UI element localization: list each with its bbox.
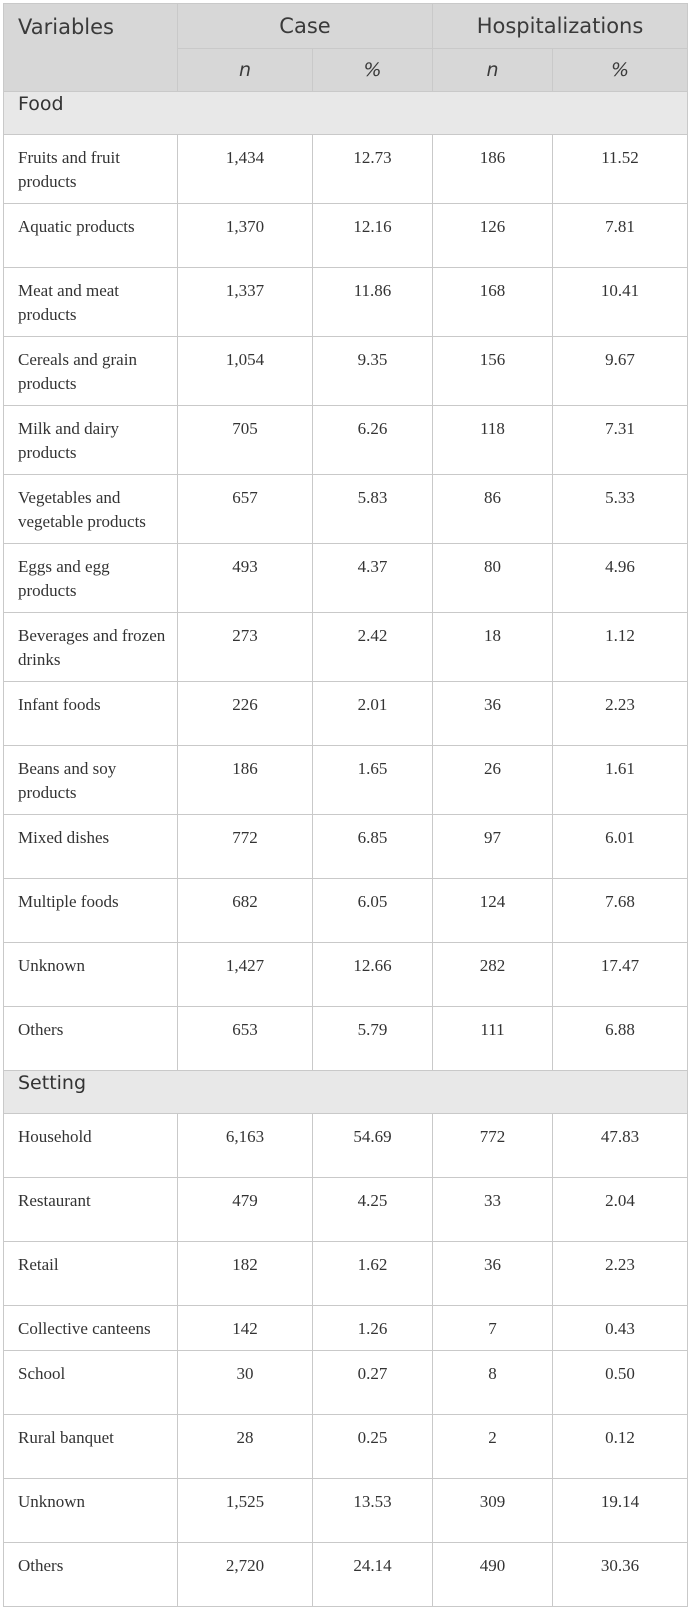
case-n-cell: 1,337: [178, 268, 313, 337]
header-variables: Variables: [4, 4, 178, 92]
section-row-setting: [4, 1071, 688, 1114]
hosp-pct-cell: 19.14: [553, 1479, 688, 1543]
row-label: Others: [4, 1007, 178, 1071]
row-label: School: [4, 1351, 178, 1415]
case-pct-cell: 2.42: [313, 613, 433, 682]
hosp-n-cell: 2: [433, 1415, 553, 1479]
table-row: [4, 268, 688, 337]
row-label: Rural banquet: [4, 1415, 178, 1479]
table-row: [4, 613, 688, 682]
hosp-pct-cell: 7.68: [553, 879, 688, 943]
hosp-n-cell: 7: [433, 1306, 553, 1351]
table-row: [4, 135, 688, 204]
row-label: Beans and soy products: [4, 746, 178, 815]
data-table: [3, 3, 688, 1607]
hosp-n-cell: 80: [433, 544, 553, 613]
row-label: Mixed dishes: [4, 815, 178, 879]
subheader-hosp-pct: %: [553, 49, 688, 92]
row-label: Collective canteens: [4, 1306, 178, 1351]
case-n-cell: 479: [178, 1178, 313, 1242]
case-n-cell: 28: [178, 1415, 313, 1479]
case-n-cell: 1,370: [178, 204, 313, 268]
case-n-cell: 6,163: [178, 1114, 313, 1178]
case-pct-cell: 12.16: [313, 204, 433, 268]
table-row: [4, 879, 688, 943]
table-row: [4, 746, 688, 815]
row-label: Vegetables and vegetable products: [4, 475, 178, 544]
hosp-pct-cell: 10.41: [553, 268, 688, 337]
case-pct-cell: 1.26: [313, 1306, 433, 1351]
hosp-pct-cell: 1.12: [553, 613, 688, 682]
table-row: [4, 815, 688, 879]
case-n-cell: 186: [178, 746, 313, 815]
table-row: [4, 544, 688, 613]
case-n-cell: 657: [178, 475, 313, 544]
hosp-pct-cell: 7.81: [553, 204, 688, 268]
case-n-cell: 226: [178, 682, 313, 746]
hosp-n-cell: 126: [433, 204, 553, 268]
row-label: Multiple foods: [4, 879, 178, 943]
case-pct-cell: 2.01: [313, 682, 433, 746]
table-row: [4, 337, 688, 406]
row-label: Meat and meat products: [4, 268, 178, 337]
table-header: [4, 4, 688, 92]
hosp-pct-cell: 0.12: [553, 1415, 688, 1479]
case-pct-cell: 0.25: [313, 1415, 433, 1479]
table-body: [4, 92, 688, 1607]
case-pct-cell: 11.86: [313, 268, 433, 337]
hosp-n-cell: 111: [433, 1007, 553, 1071]
table-row: [4, 1007, 688, 1071]
row-label: Restaurant: [4, 1178, 178, 1242]
hosp-n-cell: 772: [433, 1114, 553, 1178]
hosp-pct-cell: 0.43: [553, 1306, 688, 1351]
case-pct-cell: 12.66: [313, 943, 433, 1007]
hosp-pct-cell: 6.01: [553, 815, 688, 879]
section-title: Setting: [4, 1071, 688, 1114]
case-n-cell: 273: [178, 613, 313, 682]
row-label: Aquatic products: [4, 204, 178, 268]
case-n-cell: 493: [178, 544, 313, 613]
hosp-pct-cell: 2.23: [553, 682, 688, 746]
hosp-pct-cell: 17.47: [553, 943, 688, 1007]
case-n-cell: 30: [178, 1351, 313, 1415]
table-row: [4, 1114, 688, 1178]
hosp-n-cell: 36: [433, 1242, 553, 1306]
hosp-pct-cell: 7.31: [553, 406, 688, 475]
case-pct-cell: 12.73: [313, 135, 433, 204]
table-row: [4, 682, 688, 746]
case-pct-cell: 6.05: [313, 879, 433, 943]
hosp-pct-cell: 30.36: [553, 1543, 688, 1607]
case-pct-cell: 13.53: [313, 1479, 433, 1543]
table-row: [4, 406, 688, 475]
hosp-n-cell: 118: [433, 406, 553, 475]
hosp-pct-cell: 6.88: [553, 1007, 688, 1071]
case-n-cell: 1,525: [178, 1479, 313, 1543]
table-row: [4, 943, 688, 1007]
case-n-cell: 1,427: [178, 943, 313, 1007]
hosp-n-cell: 86: [433, 475, 553, 544]
case-n-cell: 653: [178, 1007, 313, 1071]
hosp-n-cell: 26: [433, 746, 553, 815]
case-n-cell: 1,054: [178, 337, 313, 406]
case-pct-cell: 1.65: [313, 746, 433, 815]
header-hospitalizations: Hospitalizations: [433, 4, 688, 49]
case-n-cell: 2,720: [178, 1543, 313, 1607]
hosp-pct-cell: 1.61: [553, 746, 688, 815]
hosp-pct-cell: 0.50: [553, 1351, 688, 1415]
row-label: Unknown: [4, 943, 178, 1007]
case-pct-cell: 5.83: [313, 475, 433, 544]
hosp-n-cell: 8: [433, 1351, 553, 1415]
case-pct-cell: 0.27: [313, 1351, 433, 1415]
table-row: [4, 204, 688, 268]
case-n-cell: 705: [178, 406, 313, 475]
hosp-n-cell: 18: [433, 613, 553, 682]
case-n-cell: 772: [178, 815, 313, 879]
hosp-n-cell: 124: [433, 879, 553, 943]
table-row: [4, 1543, 688, 1607]
subheader-case-n: n: [178, 49, 313, 92]
hosp-pct-cell: 47.83: [553, 1114, 688, 1178]
hosp-n-cell: 186: [433, 135, 553, 204]
case-pct-cell: 6.26: [313, 406, 433, 475]
case-n-cell: 682: [178, 879, 313, 943]
case-pct-cell: 4.37: [313, 544, 433, 613]
table-row: [4, 1479, 688, 1543]
case-pct-cell: 9.35: [313, 337, 433, 406]
hosp-pct-cell: 11.52: [553, 135, 688, 204]
case-n-cell: 182: [178, 1242, 313, 1306]
case-pct-cell: 4.25: [313, 1178, 433, 1242]
subheader-case-pct: %: [313, 49, 433, 92]
hosp-pct-cell: 9.67: [553, 337, 688, 406]
hosp-n-cell: 309: [433, 1479, 553, 1543]
row-label: Beverages and frozen drinks: [4, 613, 178, 682]
case-pct-cell: 24.14: [313, 1543, 433, 1607]
section-row-food: [4, 92, 688, 135]
row-label: Infant foods: [4, 682, 178, 746]
case-pct-cell: 1.62: [313, 1242, 433, 1306]
table-row: [4, 1242, 688, 1306]
hosp-n-cell: 156: [433, 337, 553, 406]
case-n-cell: 1,434: [178, 135, 313, 204]
hosp-pct-cell: 2.23: [553, 1242, 688, 1306]
table-row: [4, 1306, 688, 1351]
case-pct-cell: 5.79: [313, 1007, 433, 1071]
table-row: [4, 1178, 688, 1242]
row-label: Fruits and fruit products: [4, 135, 178, 204]
row-label: Eggs and egg products: [4, 544, 178, 613]
row-label: Others: [4, 1543, 178, 1607]
table-row: [4, 1351, 688, 1415]
section-title: Food: [4, 92, 688, 135]
subheader-hosp-n: n: [433, 49, 553, 92]
hosp-n-cell: 36: [433, 682, 553, 746]
row-label: Retail: [4, 1242, 178, 1306]
case-n-cell: 142: [178, 1306, 313, 1351]
row-label: Household: [4, 1114, 178, 1178]
hosp-n-cell: 490: [433, 1543, 553, 1607]
table-row: [4, 475, 688, 544]
row-label: Cereals and grain products: [4, 337, 178, 406]
hosp-n-cell: 97: [433, 815, 553, 879]
table-row: [4, 1415, 688, 1479]
header-case: Case: [178, 4, 433, 49]
case-pct-cell: 6.85: [313, 815, 433, 879]
row-label: Unknown: [4, 1479, 178, 1543]
hosp-pct-cell: 4.96: [553, 544, 688, 613]
hosp-n-cell: 282: [433, 943, 553, 1007]
hosp-pct-cell: 2.04: [553, 1178, 688, 1242]
hosp-n-cell: 33: [433, 1178, 553, 1242]
row-label: Milk and dairy products: [4, 406, 178, 475]
case-pct-cell: 54.69: [313, 1114, 433, 1178]
hosp-pct-cell: 5.33: [553, 475, 688, 544]
hosp-n-cell: 168: [433, 268, 553, 337]
